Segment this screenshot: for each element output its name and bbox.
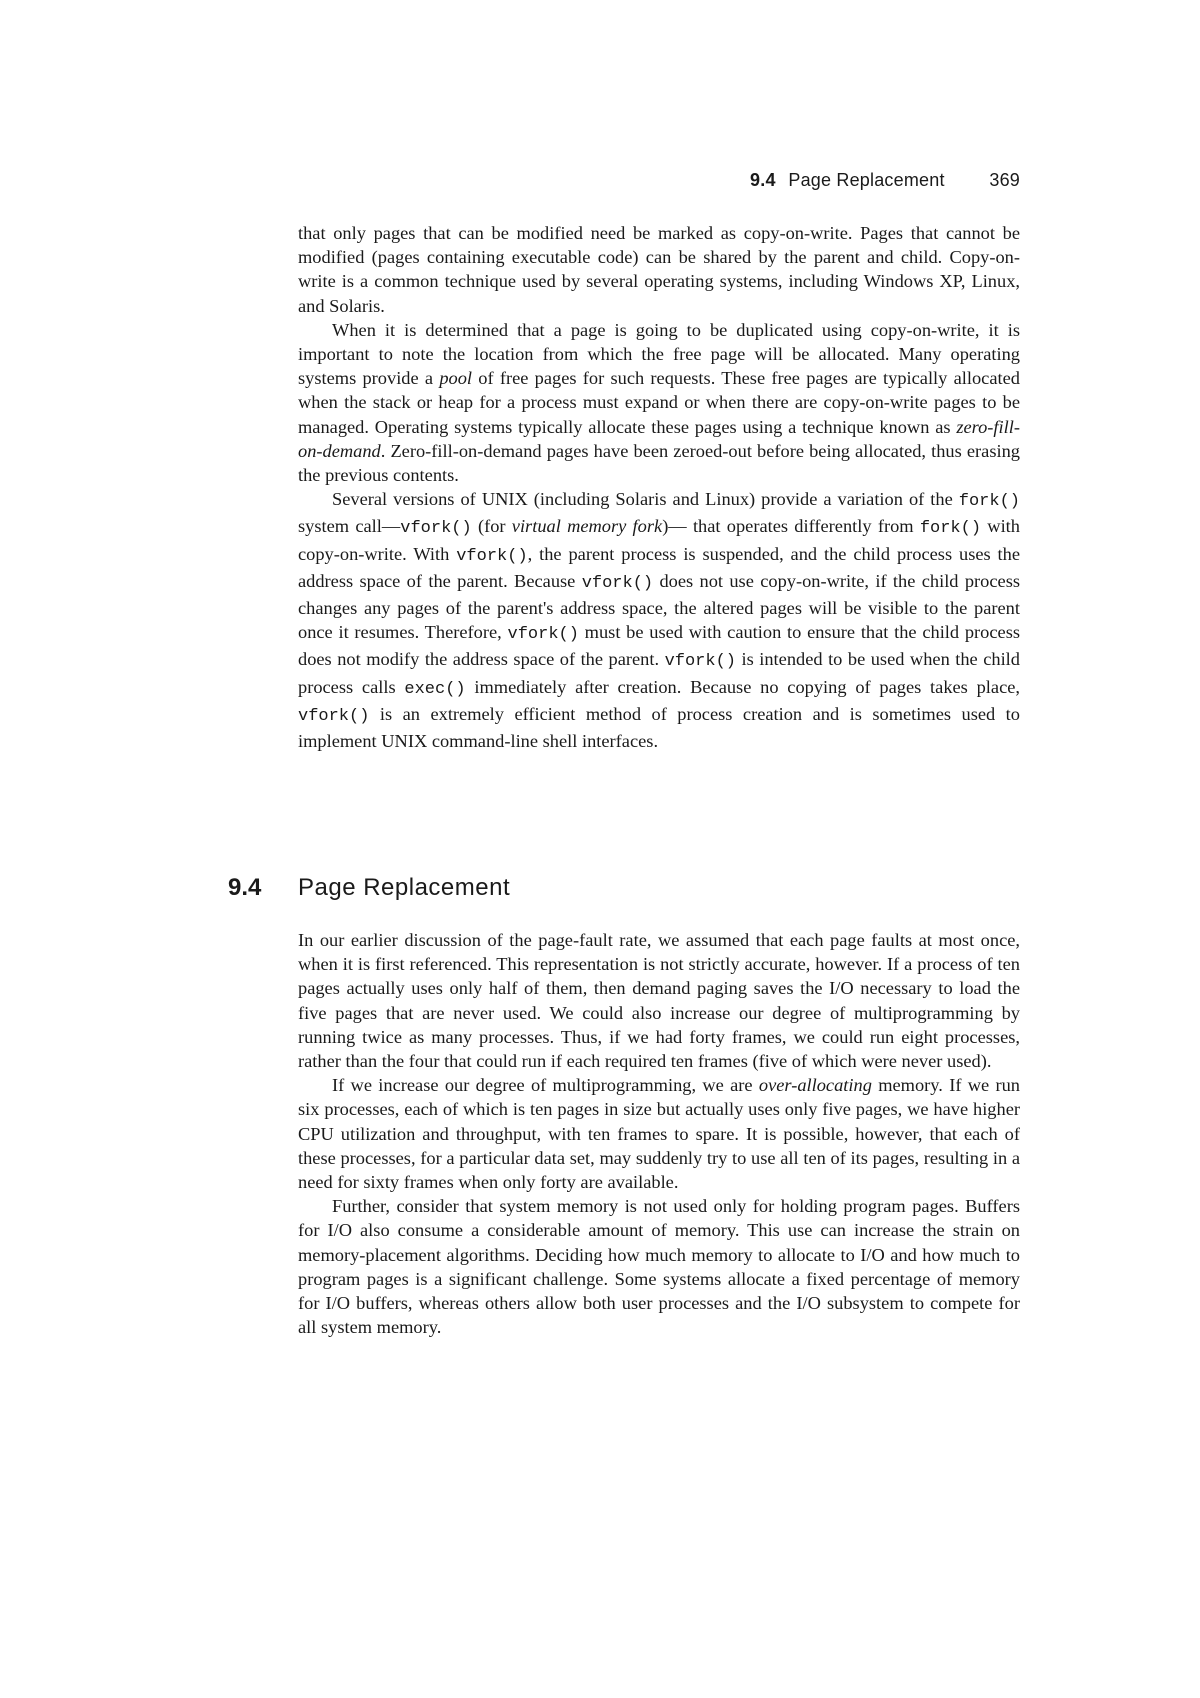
- emphasis: pool: [439, 368, 473, 389]
- text-run: )— that operates differently from: [662, 516, 920, 537]
- emphasis: zero-fill-on-demand: [298, 416, 1020, 461]
- text-run: Further, consider that system memory is not used only for holding program pages. Buffers for I/O also consume a considerable amount of memory. This use can increase the strain on memory-placement algorithms. Deciding how much memory to allocate to I/O and how much to program pages is a significant challenge. Some systems allocate a fixed percentage of memory for I/O buffers, whereas others allow both user processes and the I/O subsystem to compete for all system memory.: [298, 1196, 1020, 1338]
- header-section-title: Page Replacement: [788, 170, 945, 190]
- text-run: If we increase our degree of multiprogramming, we are: [332, 1075, 759, 1096]
- text-run: is an extremely efficient method of process creation and is sometimes used to implement UNIX command-line shell interfaces.: [298, 703, 1020, 752]
- paragraph: [298, 487, 1020, 753]
- text-run: In our earlier discussion of the page-fault rate, we assumed that each page faults at most once, when it is first referenced. This representation is not strictly accurate, however. If a process of ten pages actually uses only half of them, then demand paging saves the I/O necessary to load the five pages that are never used. We could also increase our degree of multiprogramming by running twice as many processes. Thus, if we had forty frames, we could run eight processes, rather than the four that could run if each required ten frames (five of which were never used).: [298, 930, 1020, 1072]
- text-run: memory. If we run six processes, each of which is ten pages in size but actually uses only five pages, we have higher CPU utilization and throughput, with ten frames to spare. It is possible, however, that each of these processes, for a particular data set, may suddenly try to use all ten of its pages, resulting in a need for sixty frames when only forty are available.: [298, 1075, 1020, 1193]
- code-term: vfork(): [581, 573, 654, 593]
- emphasis: over-allocating: [758, 1075, 872, 1096]
- page-number: 369: [989, 170, 1020, 190]
- paragraph: [298, 928, 1020, 1073]
- emphasis: virtual memory fork: [511, 516, 663, 537]
- text-run: . Zero-fill-on-demand pages have been zeroed-out before being allocated, thus erasing the previous contents.: [298, 440, 1020, 486]
- code-term: fork(): [958, 492, 1020, 512]
- paragraph: [298, 1194, 1020, 1339]
- code-term: exec(): [404, 679, 466, 699]
- text-run: is intended to be used when the child process calls: [298, 649, 1020, 697]
- text-run: does not use copy-on-write, if the child process changes any pages of the parent's address space, the altered pages will be visible to the parent once it resumes. Therefore,: [298, 570, 1021, 643]
- body-text-bottom: [298, 928, 1020, 1339]
- section-number: 9.4: [228, 874, 262, 901]
- text-run: (for: [471, 516, 512, 537]
- text-run: with copy-on-write. With: [298, 516, 1020, 564]
- code-term: vfork(): [456, 546, 528, 566]
- code-term: fork(): [919, 519, 982, 539]
- code-term: vfork(): [400, 519, 472, 539]
- text-run: , the parent process is suspended, and the child process uses the address space of the parent. Because: [298, 543, 1021, 591]
- text-run: of free pages for such requests. These free pages are typically allocated when the stack or heap for a process must expand or when there are copy-on-write pages to be managed. Operating systems typically allocate these pages using a technique known as: [298, 368, 1020, 437]
- code-term: vfork(): [664, 652, 736, 672]
- code-term: vfork(): [507, 625, 579, 645]
- text-run: that only pages that can be modified need be marked as copy-on-write. Pages that cannot be modified (pages containing executable code) can be shared by the parent and child. Copy-on-write is a common technique used by several operating systems, including Windows XP, Linux, and Solaris.: [298, 223, 1020, 316]
- code-term: vfork(): [298, 706, 370, 726]
- body-text-top: [298, 221, 1020, 753]
- paragraph: [298, 221, 1020, 318]
- section-heading: [228, 874, 1028, 902]
- text-run: Several versions of UNIX (including Solaris and Linux) provide a variation of the: [332, 489, 959, 510]
- text-run: system call—: [298, 516, 401, 537]
- paragraph: [298, 1073, 1020, 1194]
- text-run: immediately after creation. Because no copying of pages takes place,: [465, 676, 1020, 697]
- paragraph: [298, 318, 1020, 487]
- header-section-number: 9.4: [750, 170, 776, 190]
- text-run: must be used with caution to ensure that the child process does not modify the address space of the parent.: [298, 622, 1021, 670]
- text-run: When it is determined that a page is going to be duplicated using copy-on-write, it is important to note the location from which the free page will be allocated. Many operating systems provide a: [298, 319, 1020, 389]
- section-title: Page Replacement: [298, 874, 511, 901]
- running-header: [298, 170, 1020, 191]
